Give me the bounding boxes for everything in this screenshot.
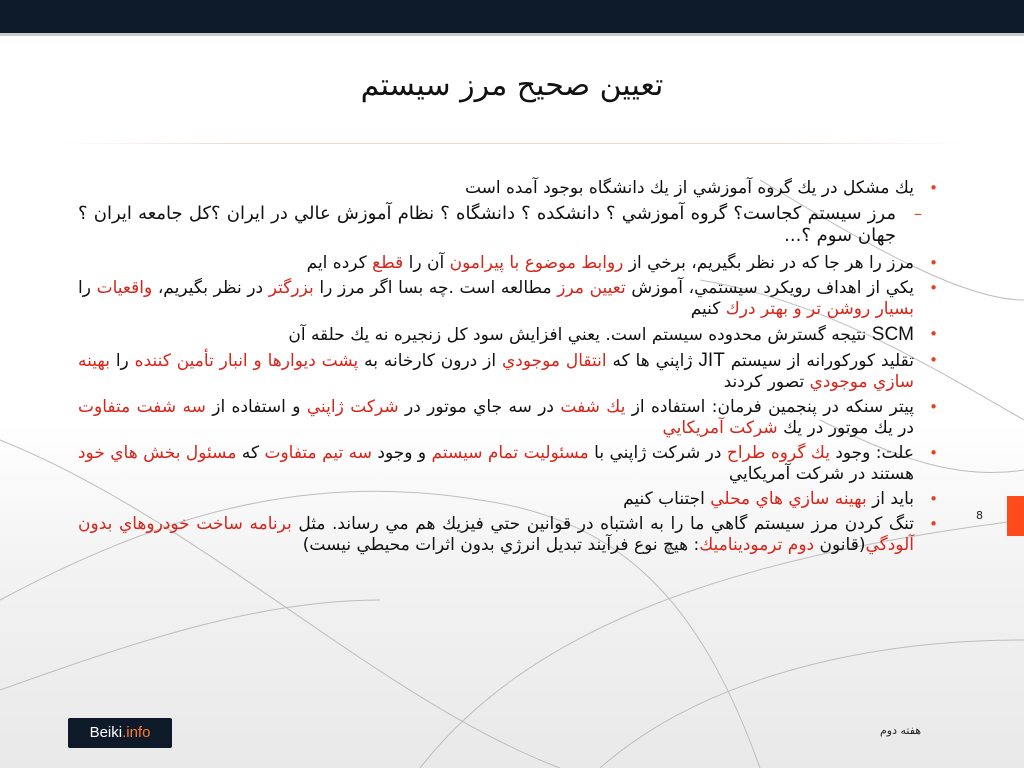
highlighted-text: بهينه سازي هاي محلي xyxy=(710,489,867,509)
bullet-text: كرده ايم xyxy=(306,253,373,273)
highlighted-text: مسئوليت تمام سيستم xyxy=(431,443,589,463)
bullet-text: اجتناب كنيم xyxy=(623,489,711,509)
bullet-text: را xyxy=(78,278,97,298)
side-tab xyxy=(1007,496,1024,536)
bullet-text: در نظر بگيريم، xyxy=(152,278,269,298)
highlighted-text: سه شفت متفاوت xyxy=(78,397,206,417)
highlighted-text: پشت ديوارها و انبار تأمين كننده xyxy=(134,351,359,371)
bullet-text: در سه جاي موتور در xyxy=(398,397,561,417)
page-number: 8 xyxy=(976,509,983,522)
highlighted-text: يك گروه طراح xyxy=(726,443,830,463)
bullet-item xyxy=(78,178,944,199)
bullet-text: تصور كردند xyxy=(723,372,810,392)
bullet-icon: • xyxy=(929,279,938,297)
bullet-icon: • xyxy=(929,351,938,369)
bullet-text: JIT xyxy=(698,350,725,371)
bullet-text: و وجود xyxy=(372,443,432,463)
bullet-icon: • xyxy=(929,179,938,197)
bullet-text: : هيچ نوع فرآيند تبديل انرژي بدون اثرات محيطي نيست) xyxy=(302,535,700,555)
bullet-text: (قانون xyxy=(814,535,866,555)
logo-suffix: .info xyxy=(122,724,151,741)
highlighted-text: شركت آمريكايي xyxy=(662,418,778,438)
highlighted-text: واقعيات xyxy=(96,278,153,298)
title-divider xyxy=(60,143,964,144)
bullet-item xyxy=(78,350,944,393)
bullet-text: آن را xyxy=(403,253,450,273)
bullet-item xyxy=(78,397,944,439)
bullet-icon: • xyxy=(929,398,938,416)
bullet-text: يكي از اهداف رويكرد سيستمي، آموزش xyxy=(625,278,915,298)
bullet-icon: • xyxy=(929,254,938,272)
bullet-icon: • xyxy=(929,325,938,343)
bullet-text: بايد از xyxy=(866,489,914,509)
highlighted-text: روابط موضوع با پيرامون xyxy=(449,253,624,273)
highlighted-text: تعيين مرز xyxy=(557,278,626,298)
highlighted-text: مسئول بخش هاي خود xyxy=(77,443,237,463)
bullet-item xyxy=(78,489,944,510)
highlighted-text: دوم ترموديناميك xyxy=(699,535,815,555)
bullet-text: كه xyxy=(236,443,265,463)
highlighted-text: برنامه ساخت خودروهاي بدون آلودگي xyxy=(78,514,914,555)
bullet-item xyxy=(78,443,944,485)
bullet-text: هستند در شركت آمريكايي xyxy=(728,464,914,484)
bullet-text: SCM xyxy=(871,324,914,345)
bullet-item xyxy=(78,253,944,274)
bullet-text: مرز را هر جا كه در نظر بگيريم، برخي از xyxy=(623,253,914,273)
bullet-text: تنگ كردن مرز سيستم گاهي ما را به اشتباه در قوانين حتي فيزيك هم مي رساند. مثل xyxy=(291,514,914,534)
highlighted-text: بزرگتر xyxy=(268,278,314,298)
bullet-list xyxy=(78,178,944,560)
bullet-text: از درون كارخانه به xyxy=(358,351,502,371)
bullet-item xyxy=(78,278,944,320)
bullet-icon: • xyxy=(929,444,938,462)
bullet-text: كنيم xyxy=(690,299,726,319)
bullet-icon: • xyxy=(929,490,938,508)
bullet-text: در يك موتور در يك xyxy=(777,418,914,438)
bullet-text: و استفاده از xyxy=(205,397,307,417)
bullet-icon: • xyxy=(929,515,938,533)
bullet-text: در شركت ژاپني با xyxy=(588,443,727,463)
bullet-text: پيتر سنكه در پنجمين فرمان: استفاده از xyxy=(625,397,914,417)
beiki-logo xyxy=(68,718,172,748)
bullet-text: مطالعه است .چه بسا اگر مرز را xyxy=(313,278,558,298)
bullet-text: تقليد كوركورانه از سيستم xyxy=(724,351,914,371)
bullet-item xyxy=(78,324,944,346)
bullet-text: يك مشكل در يك گروه آموزشي از يك دانشگاه بوجود آمده است xyxy=(464,178,914,198)
logo-text: Beiki xyxy=(89,724,123,741)
sub-bullet-item xyxy=(78,203,944,247)
bullet-text: را xyxy=(109,351,135,371)
bullet-text: نتيجه گسترش محدوده سيستم است. يعني افزايش سود كل زنجيره نه يك حلقه آن xyxy=(288,325,872,345)
highlighted-text: شركت ژاپني xyxy=(306,397,399,417)
dash-bullet-icon: – xyxy=(914,204,922,223)
footer-text: هفته دوم xyxy=(880,724,922,737)
highlighted-text: يك شفت xyxy=(560,397,626,417)
top-bar xyxy=(0,0,1024,36)
bullet-text: علت: وجود xyxy=(829,443,914,463)
highlighted-text: انتقال موجودي xyxy=(501,351,607,371)
highlighted-text: بهينه سازي موجودي xyxy=(78,351,914,392)
bullet-text: ژاپني ها كه xyxy=(606,351,699,371)
slide-title: تعيين صحيح مرز سيستم xyxy=(360,68,664,103)
highlighted-text: قطع xyxy=(372,253,404,273)
highlighted-text: بسيار روشن تر و بهتر درك xyxy=(725,299,914,319)
bullet-text: مرز سيستم كجاست؟ گروه آموزشي ؟ دانشكده ؟ دانشگاه ؟ نظام آموزش عالي در ايران ؟كل جامعه ايران ؟ جهان سوم ؟... xyxy=(78,203,896,246)
highlighted-text: سه تيم متفاوت xyxy=(264,443,373,463)
bullet-item xyxy=(78,514,944,556)
